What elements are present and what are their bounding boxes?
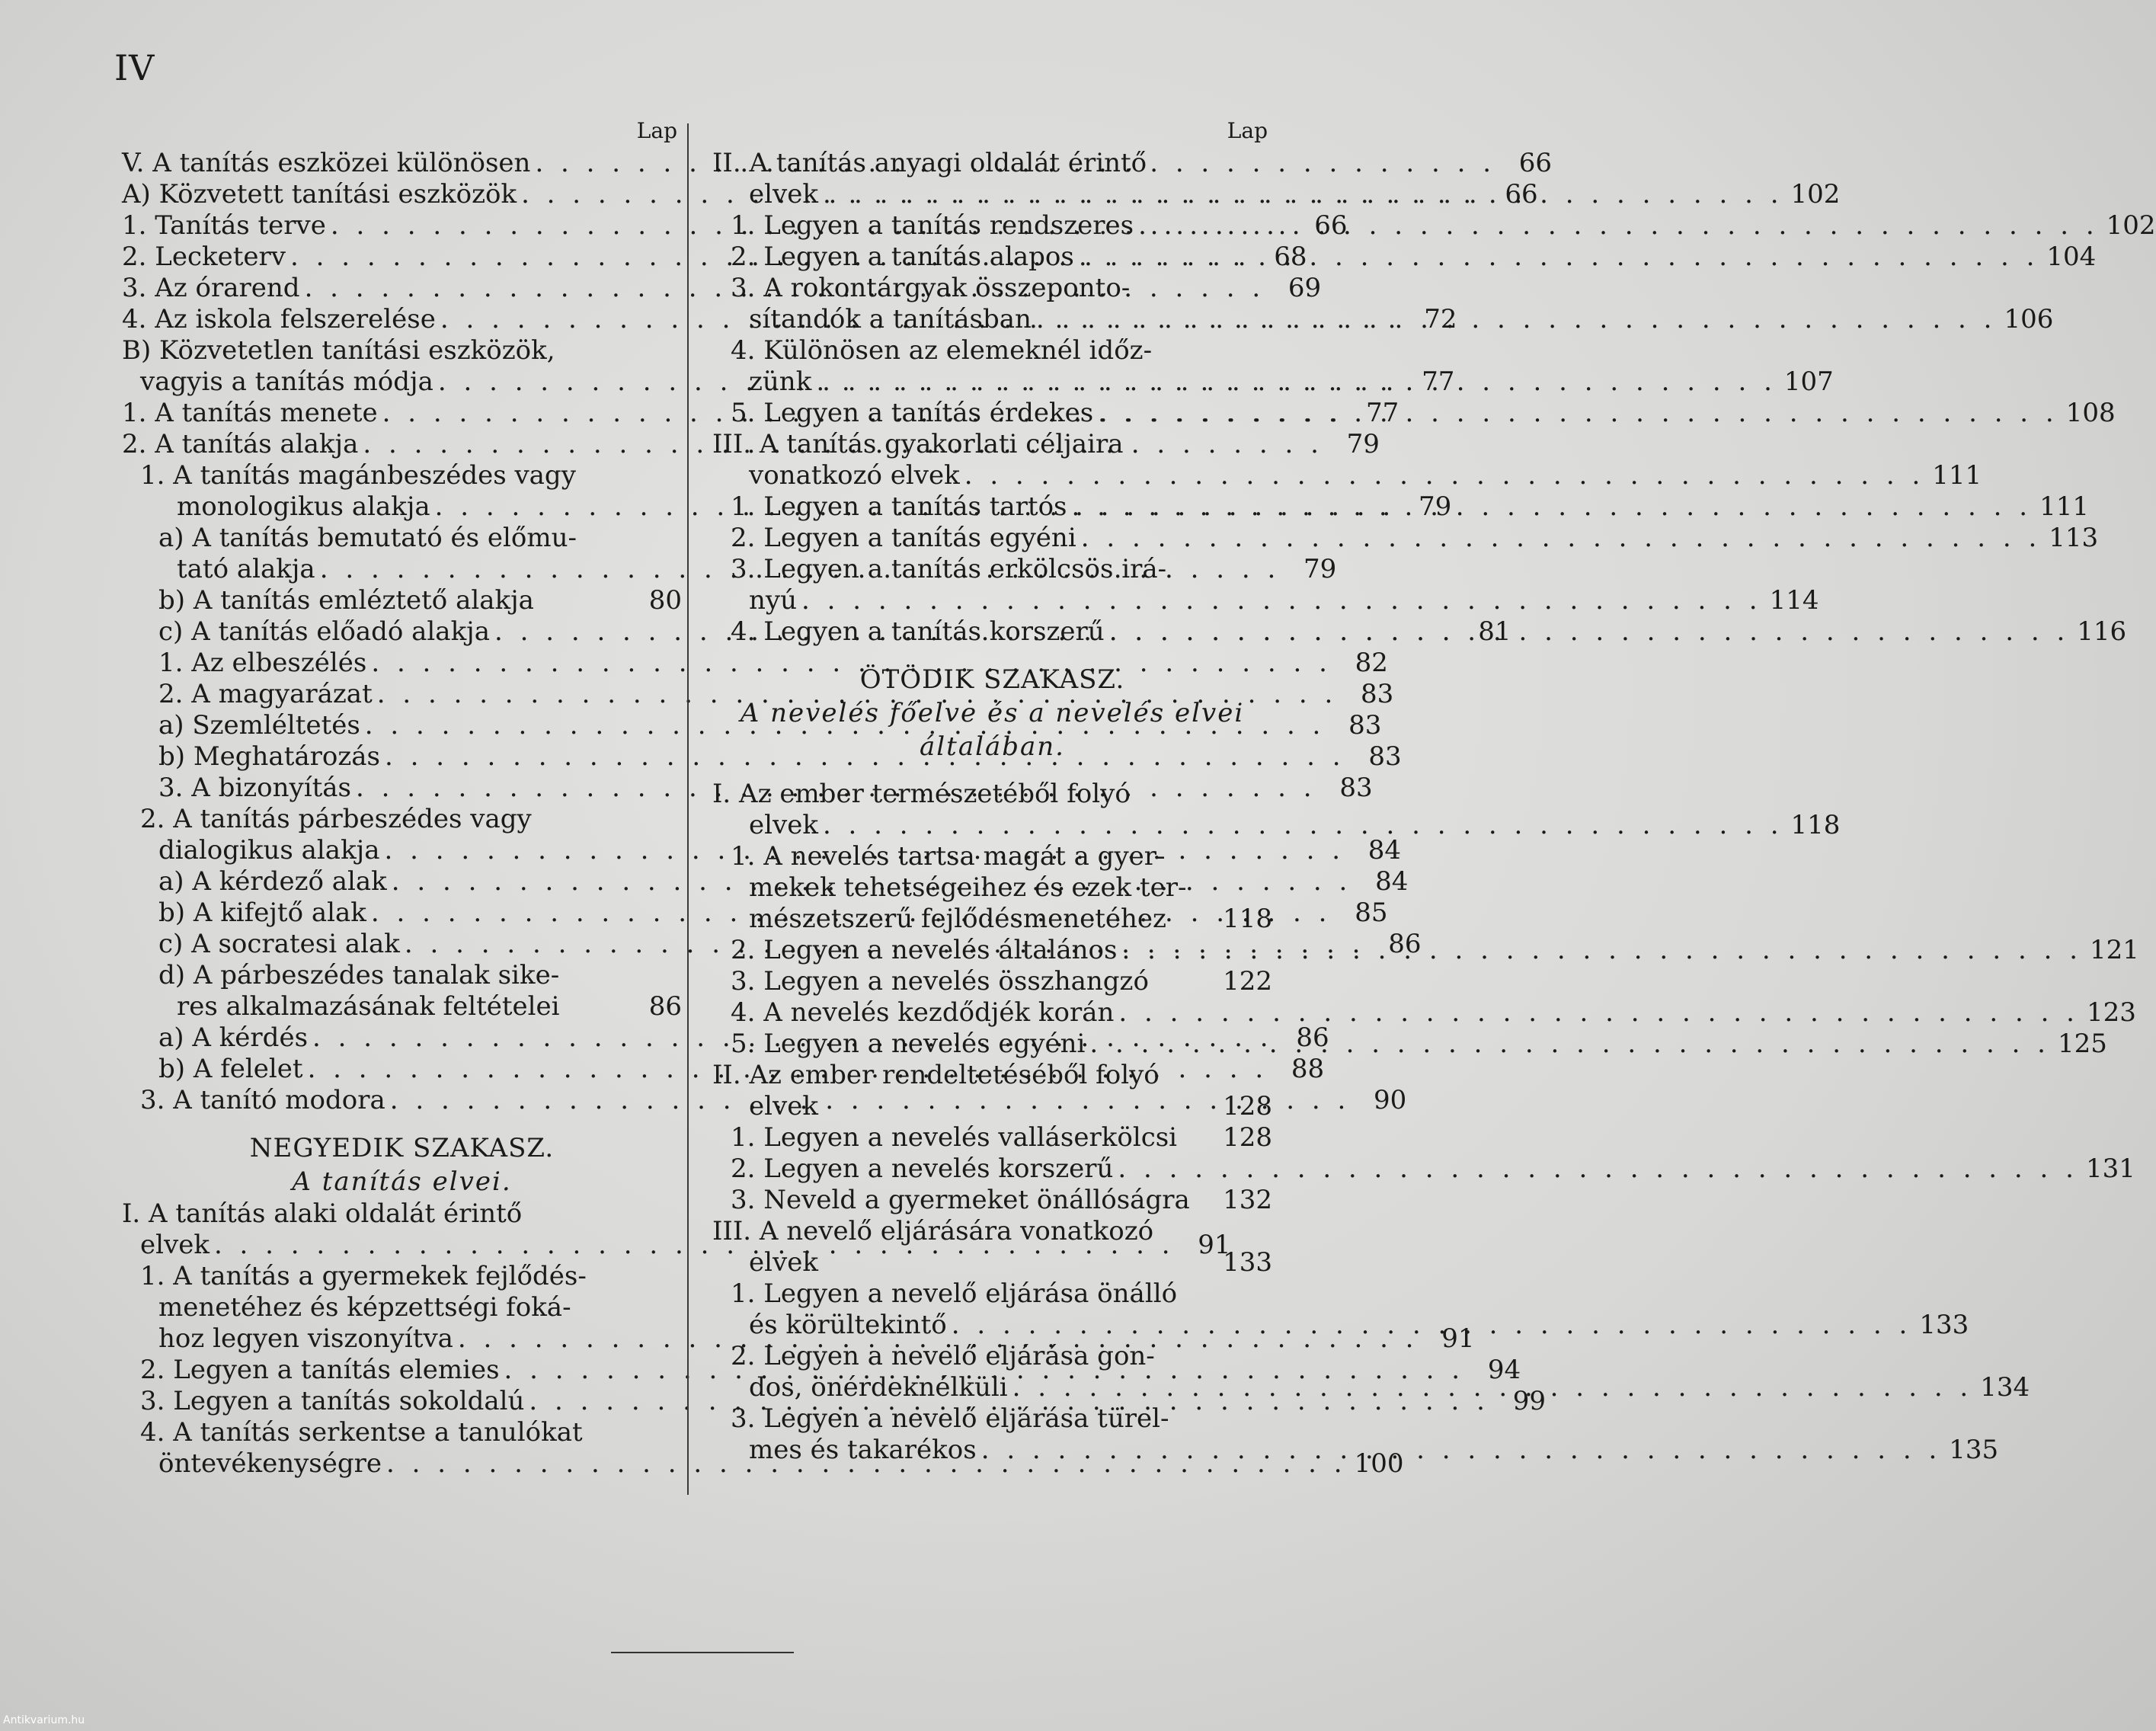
toc-entry-title: menetéhez és képzettségi foká- [158,1292,571,1323]
toc-entry [712,460,1982,491]
toc-entry-title: mészetszerű fejlődésmenetéhez [749,904,1166,934]
toc-entry-title: 2. Legyen a nevelés általános [731,935,1118,965]
dot-leader [1117,935,2082,966]
toc-entry-title: elvek [749,1091,818,1121]
toc-entry-title: b) A tanítás emléztető alakja [158,585,534,616]
toc-entry-page: 128 [1223,1091,1272,1121]
toc-entry-title: 2. Legyen a tanítás elemies [140,1355,500,1385]
toc-entry-page: 122 [1223,966,1272,997]
section-subheading: A nevelés főelve és a nevelés elvei [740,698,1245,728]
toc-entry-title: 1. A tanítás menete [122,398,378,428]
toc-entry-title: 5. Legyen a tanítás érdekes [731,398,1094,428]
toc-entry [712,1278,1272,1310]
dot-leader [818,179,1783,210]
toc-entry-title: 2. Legyen a tanítás alapos [731,242,1074,272]
toc-entry [122,1417,682,1448]
toc-entry-title: 3. Az órarend [122,273,300,303]
toc-entry-title: 3. Neveld a gyermeket önállóságra [731,1185,1190,1215]
toc-entry [122,523,682,554]
toc-entry-title: 1. A tanítás a gyermekek fejlődés- [140,1261,587,1291]
toc-entry-title: elvek [749,810,818,840]
toc-entry-title: res alkalmazásának feltételei [177,991,560,1022]
toc-entry [122,991,682,1022]
spacer [712,763,1272,779]
toc-entry-page: 83 [1348,710,1382,741]
toc-entry [712,1091,1272,1122]
toc-entry-title: II. A tanítás anyagi oldalát érintő [712,148,1147,178]
toc-entry-page: 99 [1512,1386,1546,1416]
dot-leader [1008,1372,1973,1403]
toc-entry [122,1198,682,1230]
toc-entry-page: 118 [1790,810,1841,840]
toc-entry-title: a) Szemléltetés [158,710,360,741]
toc-entry-page: 68 [1274,242,1307,272]
toc-entry-page: 79 [1418,491,1452,522]
toc-entry-page: 86 [1388,929,1422,959]
lap-header: Lap [636,118,677,143]
toc-entry-title: 1. Tanítás terve [122,210,326,241]
toc-entry-title: 3. Legyen a tanítás erkölcsös irá- [731,554,1167,584]
dot-leader [818,810,1783,841]
toc-entry-title: 1. Az elbeszélés [158,648,367,678]
toc-entry-page: 79 [1304,554,1337,584]
toc-entry-page: 88 [1291,1054,1325,1084]
toc-entry-title: nyú [749,585,798,616]
toc-entry-title: hoz legyen viszonyítva [158,1323,453,1354]
toc-entry [712,1153,2135,1185]
toc-entry-title: vagyis a tanítás módja [140,366,433,397]
toc-entry-page: 91 [1198,1230,1231,1260]
toc-entry [712,148,1272,179]
toc-entry-title: b) A felelet [158,1054,303,1084]
toc-entry [712,1185,1272,1216]
dot-leader [1032,304,1997,335]
toc-entry-title: sítandók a tanításban [749,304,1032,334]
dot-leader [1093,398,2058,429]
toc-entry-title: 5. Legyen a nevelés egyéni [731,1029,1086,1059]
lap-header: Lap [1227,118,1268,143]
toc-entry-title: 2. Legyen a nevelés korszerű [731,1153,1114,1184]
page-number: IV [114,47,155,88]
toc-entry-page: 125 [2058,1029,2107,1059]
toc-entry-title: dialogikus alakja [158,835,380,866]
toc-entry [712,554,1272,585]
toc-entry-title: 2. Legyen a nevelő eljárása gon- [731,1341,1155,1371]
toc-entry-title: 3. A tanító modora [140,1085,385,1115]
toc-entry-page: 83 [1339,773,1373,803]
toc-entry [122,648,1388,679]
toc-entry-page: 90 [1374,1085,1407,1115]
toc-entry-page: 123 [2087,997,2136,1028]
section-subheading: általában. [920,731,1065,762]
toc-entry [122,335,682,366]
toc-entry-page: 102 [2106,210,2156,241]
toc-entry-page: 85 [1355,897,1388,928]
toc-entry-page: 121 [2090,935,2139,965]
toc-entry-page: 131 [2085,1153,2135,1184]
toc-entry-title: a) A kérdező alak [158,866,387,897]
dot-leader [1105,616,2070,648]
toc-entry-title: 1. Legyen a tanítás tartós [731,491,1067,522]
dot-leader [947,1310,1912,1341]
toc-entry-title: II. Az ember rendeltetéséből folyó [712,1060,1160,1090]
toc-entry-title: A) Közvetett tanítási eszközök [122,179,517,210]
toc-entry-title: öntevékenységre [158,1448,382,1479]
toc-entry [712,1403,1272,1435]
footer-rule [611,1652,794,1653]
toc-entry-page: 94 [1487,1355,1521,1385]
toc-entry-page: 104 [2046,242,2097,272]
toc-entry-page: 66 [1518,148,1553,178]
toc-entry-title: dos, önérdeknélküli [749,1372,1008,1403]
toc-entry-title: a) A tanítás bemutató és előmu- [158,523,577,553]
toc-entry-page: 106 [2004,304,2054,334]
toc-entry-page: 111 [2039,491,2089,522]
toc-entry-title: elvek [749,179,818,210]
toc-entry [712,1341,1272,1372]
toc-entry-page: 69 [1288,273,1322,303]
toc-entry-title: 2. A tanítás alakja [122,429,359,459]
toc-entry [122,804,682,835]
toc-entry-page: 102 [1790,179,1841,210]
toc-entry-page: 135 [1949,1435,1999,1465]
dot-leader [960,460,1925,491]
toc-entry [122,1261,682,1292]
toc-entry-page: 100 [1354,1448,1404,1479]
dot-leader [1067,491,2033,523]
toc-entry-title: a) A kérdés [158,1022,309,1053]
toc-entry [712,273,1272,304]
toc-entry-title: és körültekintő [749,1310,947,1340]
toc-entry-page: 111 [1932,460,1982,491]
toc-entry-title: monologikus alakja [177,491,430,522]
toc-entry [712,429,1272,460]
toc-entry-title: III. A tanítás gyakorlati céljaira [712,429,1124,459]
toc-entry-page: 83 [1368,741,1402,772]
toc-entry-title: elvek [140,1230,210,1260]
toc-entry-title: 1. Legyen a nevelés valláserkölcsi [731,1122,1178,1153]
column-divider [687,123,689,1495]
toc-entry-title: 3. A bizonyítás [158,773,351,803]
toc-entry-title: c) A tanítás előadó alakja [158,616,490,647]
toc-entry-title: 1. Legyen a tanítás rendszeres [731,210,1134,241]
toc-entry-title: 2. A magyarázat [158,679,373,709]
watermark: Antikvarium.hu [3,1714,85,1726]
toc-entry [712,1247,1272,1278]
toc-entry-title: 4. A tanítás serkentse a tanulókat [140,1417,583,1448]
toc-entry-title: I. Az ember természetéből folyó [712,779,1131,809]
toc-entry-title: 2. A tanítás párbeszédes vagy [140,804,532,834]
toc-entry-page: 77 [1365,398,1399,428]
toc-entry-page: 107 [1783,366,1834,397]
toc-entry-title: mekek tehetségeihez és ezek ter- [749,872,1187,903]
toc-entry-page: 86 [1296,1022,1329,1053]
dot-leader [1085,1029,2050,1060]
toc-entry-page: 134 [1980,1372,2030,1403]
dot-leader [977,1435,1942,1466]
toc-entry-page: 116 [2077,616,2127,647]
toc-entry [712,335,1272,366]
section-subheading: A tanítás elvei. [292,1166,512,1197]
toc-entry-page: 114 [1769,585,1819,616]
toc-entry [712,523,2099,554]
section-heading: NEGYEDIK SZAKASZ. [249,1133,555,1163]
toc-entry-title: I. A tanítás alaki oldalát érintő [122,1198,523,1229]
toc-entry-title: 4. Legyen a tanítás korszerű [731,616,1105,647]
toc-entry [122,960,682,991]
toc-entry-title: zünk [749,366,812,397]
toc-entry-page: 128 [1223,1122,1272,1153]
toc-entry-page: 72 [1424,304,1457,334]
toc-entry-title: 2. Lecketerv [122,242,286,272]
toc-entry [712,872,1272,904]
toc-entry-page: 83 [1361,679,1394,709]
toc-entry-page: 80 [648,585,682,616]
toc-entry-title: c) A socratesi alak [158,929,400,959]
toc-entry-title: 4. A nevelés kezdődjék korán [731,997,1115,1028]
toc-entry-title: b) A kifejtő alak [158,897,366,928]
toc-entry-title: 3. A rokontárgyak összeponto- [731,273,1131,303]
toc-entry-title: 1. A nevelés tartsa magát a gyer- [731,841,1166,872]
toc-entry-title: 3. Legyen a nevelő eljárása türel- [731,1403,1169,1434]
spacer [712,648,1272,663]
toc-entry-page: 108 [2065,398,2116,428]
dot-leader [797,585,1762,616]
toc-entry-title: III. A nevelő eljárására vonatkozó [712,1216,1154,1246]
section-heading: ÖTÖDIK SZAKASZ. [859,664,1125,695]
toc-entry [712,966,1272,997]
toc-entry-title: 3. Legyen a tanítás sokoldalú [140,1386,525,1416]
toc-entry-title: 1. A tanítás magánbeszédes vagy [140,460,576,491]
toc-entry-page: 84 [1375,866,1409,897]
toc-entry [712,904,1272,935]
dot-leader [1074,242,2039,273]
toc-entry-title: V. A tanítás eszközei különösen [122,148,531,178]
toc-entry-title: 4. Az iskola felszerelése [122,304,436,334]
dot-leader [1134,210,2099,242]
toc-entry-page: 79 [1346,429,1380,459]
toc-entry-title: 1. Legyen a nevelő eljárása önálló [731,1278,1178,1309]
toc-entry [712,1122,1272,1153]
toc-entry-title: elvek [749,1247,818,1278]
toc-entry-page: 77 [1422,366,1455,397]
toc-entry [712,841,1272,872]
toc-entry-page: 86 [648,991,682,1022]
dot-leader [1114,997,2079,1029]
toc-entry-page: 84 [1367,835,1402,866]
toc-entry-page: 133 [1919,1310,1969,1340]
dot-leader [1113,1153,2078,1185]
dot-leader [1076,523,2042,554]
toc-entry-page: 118 [1223,904,1272,934]
toc-entry [712,1216,1272,1247]
toc-entry [712,585,1819,616]
toc-entry [712,810,1841,841]
toc-entry-page: 91 [1441,1323,1475,1354]
toc-entry [122,585,682,616]
toc-entry [122,460,682,491]
toc-entry [712,1060,1272,1091]
toc-entry-title: 4. Különösen az elemeknél időz- [731,335,1153,366]
toc-entry-page: 133 [1223,1247,1272,1278]
toc-entry [712,779,1272,810]
dot-leader [811,366,1777,398]
toc-entry-page: 66 [1505,179,1538,210]
toc-entry-title: tató alakja [177,554,315,584]
toc-entry [712,997,2136,1029]
toc-entry-page: 132 [1223,1185,1272,1215]
toc-entry-page: 82 [1355,648,1388,678]
toc-entry-title: d) A párbeszédes tanalak sike- [158,960,560,990]
toc-entry-page: 81 [1478,616,1511,647]
spacer [122,1116,682,1131]
toc-entry-page: 113 [2049,523,2099,553]
toc-entry-title: vonatkozó elvek [749,460,960,491]
toc-entry-page: 66 [1314,210,1348,241]
toc-entry-title: B) Közvetetlen tanítási eszközök, [122,335,555,366]
toc-entry [122,1292,682,1323]
toc-entry-title: 2. Legyen a tanítás egyéni [731,523,1076,553]
toc-entry-title: mes és takarékos [749,1435,977,1465]
toc-entry-title: 3. Legyen a nevelés összhangzó [731,966,1149,997]
toc-entry-title: b) Meghatározás [158,741,380,772]
